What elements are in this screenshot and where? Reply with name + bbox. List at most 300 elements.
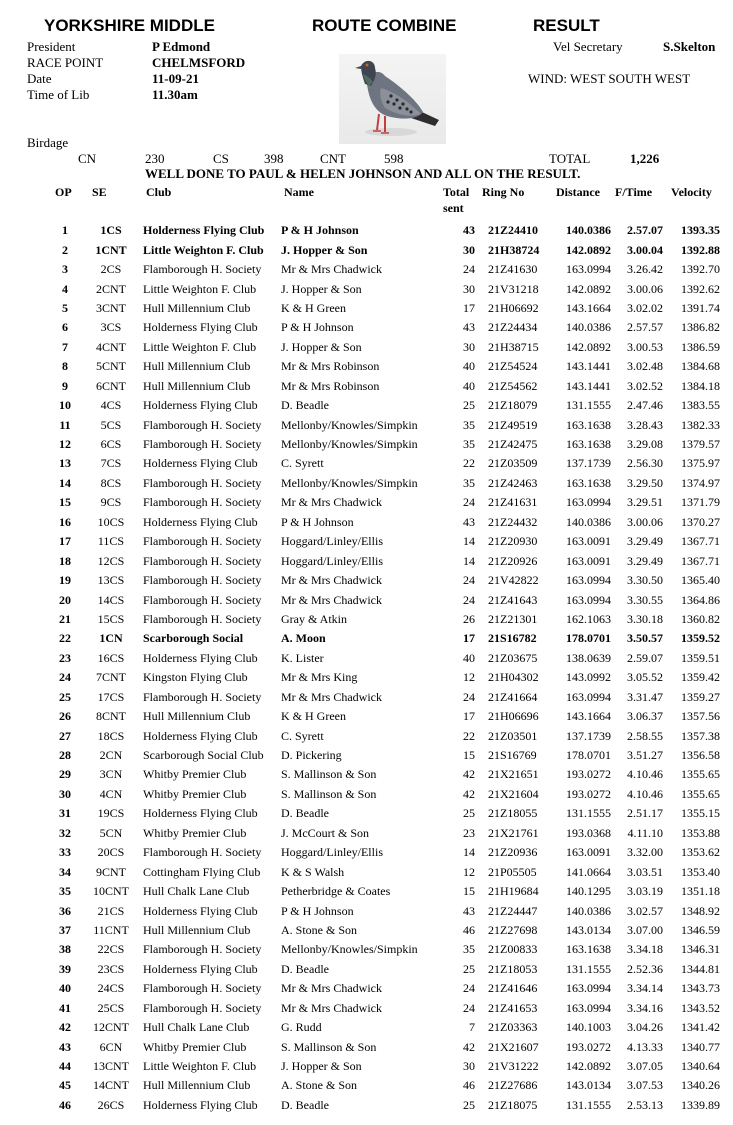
- flying-time-cell: 2.56.30: [627, 456, 663, 471]
- position-cell: 11: [59, 417, 71, 432]
- position-cell: 4: [62, 281, 68, 296]
- distance-cell: 137.1739: [566, 728, 611, 743]
- club-cell: Hull Millennium Club: [143, 359, 251, 374]
- position-cell: 10: [59, 398, 71, 413]
- member-name-cell: A. Stone & Son: [281, 1078, 358, 1093]
- row-margin: [720, 1037, 733, 1056]
- distance-cell: 163.1638: [566, 417, 611, 432]
- velocity-cell: 1359.27: [681, 689, 720, 704]
- ring-number-cell: 21Z18053: [488, 961, 538, 976]
- flying-time-cell: 3.06.37: [627, 709, 663, 724]
- total-sent-cell: 30: [463, 339, 475, 354]
- lib-label: Time of Lib: [27, 87, 90, 102]
- flying-time-cell: 3.00.06: [627, 281, 663, 296]
- result-row: [0, 940, 733, 959]
- total-sent-cell: 17: [463, 300, 475, 315]
- flying-time-cell: 3.29.08: [627, 437, 663, 452]
- section-position-cell: 11CS: [97, 534, 125, 549]
- column-header-distance: Distance: [556, 185, 600, 199]
- member-name-cell: J. Hopper & Son: [281, 339, 362, 354]
- row-margin: [720, 940, 733, 959]
- velocity-cell: 1392.88: [681, 242, 720, 257]
- velocity-cell: 1346.59: [681, 922, 720, 937]
- member-name-cell: D. Beadle: [281, 806, 329, 821]
- flying-time-cell: 2.52.36: [627, 961, 663, 976]
- position-cell: 39: [59, 961, 71, 976]
- row-margin: [0, 260, 48, 279]
- position-cell: 16: [59, 514, 71, 529]
- flying-time-cell: 3.30.55: [627, 592, 663, 607]
- ring-number-cell: 21Z24434: [488, 320, 538, 335]
- section-position-cell: 22CS: [97, 942, 125, 957]
- flying-time-cell: 3.00.53: [627, 339, 663, 354]
- ring-number-cell: 21H38724: [488, 242, 540, 257]
- distance-cell: 163.0091: [566, 534, 611, 549]
- row-margin: [0, 1076, 48, 1095]
- birdage-cn-label: CN: [78, 151, 97, 166]
- total-sent-cell: 24: [463, 573, 475, 588]
- flying-time-cell: 3.31.47: [627, 689, 663, 704]
- member-name-cell: D. Beadle: [281, 1097, 329, 1112]
- velocity-cell: 1355.65: [681, 786, 720, 801]
- distance-cell: 131.1555: [566, 398, 611, 413]
- member-name-cell: S. Mallinson & Son: [281, 767, 377, 782]
- total-sent-cell: 12: [463, 670, 475, 685]
- row-margin: [720, 318, 733, 337]
- club-cell: Little Weighton F. Club: [143, 242, 264, 257]
- total-sent-cell: 26: [463, 611, 475, 626]
- velocity-cell: 1384.18: [681, 378, 720, 393]
- member-name-cell: J. Hopper & Son: [281, 281, 362, 296]
- row-margin: [0, 493, 48, 512]
- member-name-cell: Mr & Mrs King: [281, 670, 358, 685]
- velocity-cell: 1359.51: [681, 650, 720, 665]
- section-position-cell: 1CNT: [95, 242, 127, 257]
- ring-number-cell: 21P05505: [488, 864, 537, 879]
- row-margin: [0, 221, 48, 240]
- total-sent-cell: 35: [463, 437, 475, 452]
- result-row: [0, 396, 733, 415]
- birdage-total-label: TOTAL: [549, 151, 591, 166]
- ring-number-cell: 21Z41653: [488, 1000, 538, 1015]
- row-margin: [0, 474, 48, 493]
- club-cell: Cottingham Flying Club: [143, 864, 261, 879]
- row-margin: [720, 454, 733, 473]
- velocity-cell: 1359.42: [681, 670, 720, 685]
- row-margin: [0, 707, 48, 726]
- total-sent-cell: 15: [463, 884, 475, 899]
- result-row: [0, 804, 733, 823]
- velocity-cell: 1340.77: [681, 1039, 720, 1054]
- row-margin: [720, 551, 733, 570]
- section-position-cell: 20CS: [97, 845, 125, 860]
- column-header-name: Name: [284, 185, 314, 199]
- position-cell: 30: [59, 786, 71, 801]
- header-title-left: YORKSHIRE MIDDLE: [44, 16, 215, 35]
- birdage-cs-value: 398: [264, 151, 284, 166]
- distance-cell: 138.0639: [566, 650, 611, 665]
- result-row: [0, 435, 733, 454]
- position-cell: 28: [59, 748, 71, 763]
- row-margin: [0, 649, 48, 668]
- flying-time-cell: 3.03.19: [627, 884, 663, 899]
- total-sent-cell: 30: [463, 242, 475, 257]
- result-row: [0, 1076, 733, 1095]
- club-cell: Flamborough H. Society: [143, 1000, 262, 1015]
- distance-cell: 178.0701: [566, 748, 611, 763]
- row-margin: [720, 804, 733, 823]
- distance-cell: 140.1003: [566, 1020, 611, 1035]
- total-sent-cell: 40: [463, 359, 475, 374]
- flying-time-cell: 3.34.16: [627, 1000, 663, 1015]
- velocity-cell: 1340.64: [681, 1059, 720, 1074]
- total-sent-cell: 35: [463, 942, 475, 957]
- club-cell: Flamborough H. Society: [143, 262, 262, 277]
- row-margin: [0, 765, 48, 784]
- distance-cell: 193.0272: [566, 1039, 611, 1054]
- flying-time-cell: 4.13.33: [627, 1039, 663, 1054]
- distance-cell: 140.0386: [566, 903, 611, 918]
- member-name-cell: S. Mallinson & Son: [281, 786, 377, 801]
- ring-number-cell: 21X21651: [488, 767, 539, 782]
- member-name-cell: Mr & Mrs Chadwick: [281, 495, 382, 510]
- row-margin: [720, 649, 733, 668]
- total-sent-cell: 7: [469, 1020, 475, 1035]
- result-row: [0, 1018, 733, 1037]
- section-position-cell: 3CN: [99, 767, 123, 782]
- velocity-cell: 1367.71: [681, 534, 720, 549]
- ring-number-cell: 21V42822: [488, 573, 539, 588]
- result-row: [0, 999, 733, 1018]
- ring-number-cell: 21Z27686: [488, 1078, 538, 1093]
- ring-number-cell: 21S16782: [488, 631, 537, 646]
- row-margin: [720, 765, 733, 784]
- result-row: [0, 415, 733, 434]
- club-cell: Scarborough Social: [143, 631, 244, 646]
- flying-time-cell: 4.11.10: [627, 825, 663, 840]
- position-cell: 8: [62, 359, 68, 374]
- club-cell: Flamborough H. Society: [143, 534, 262, 549]
- flying-time-cell: 3.50.57: [627, 631, 663, 646]
- distance-cell: 143.1664: [566, 709, 611, 724]
- row-margin: [720, 1096, 733, 1115]
- section-position-cell: 23CS: [97, 961, 125, 976]
- wind-info: WIND: WEST SOUTH WEST: [528, 71, 691, 86]
- velocity-cell: 1382.33: [681, 417, 720, 432]
- ring-number-cell: 21Z41630: [488, 262, 538, 277]
- distance-cell: 140.0386: [566, 320, 611, 335]
- position-cell: 43: [59, 1039, 71, 1054]
- section-position-cell: 5CS: [100, 417, 122, 432]
- distance-cell: 143.1441: [566, 359, 611, 374]
- flying-time-cell: 3.32.00: [627, 845, 663, 860]
- member-name-cell: Mr & Mrs Robinson: [281, 378, 380, 393]
- position-cell: 25: [59, 689, 71, 704]
- velocity-cell: 1344.81: [681, 961, 720, 976]
- member-name-cell: S. Mallinson & Son: [281, 1039, 377, 1054]
- club-cell: Hull Millennium Club: [143, 709, 251, 724]
- distance-cell: 163.0994: [566, 592, 611, 607]
- distance-cell: 143.1441: [566, 378, 611, 393]
- row-margin: [0, 1018, 48, 1037]
- velocity-cell: 1392.70: [681, 262, 720, 277]
- club-cell: Holderness Flying Club: [143, 1097, 258, 1112]
- section-position-cell: 9CNT: [96, 864, 126, 879]
- result-row: [0, 551, 733, 570]
- member-name-cell: Mellonby/Knowles/Simpkin: [281, 475, 418, 490]
- velocity-cell: 1341.42: [681, 1020, 720, 1035]
- row-margin: [720, 493, 733, 512]
- row-margin: [720, 279, 733, 298]
- member-name-cell: K & H Green: [281, 709, 346, 724]
- distance-cell: 163.0994: [566, 573, 611, 588]
- column-header-club: Club: [146, 185, 172, 199]
- distance-cell: 163.0994: [566, 262, 611, 277]
- flying-time-cell: 3.03.51: [627, 864, 663, 879]
- ring-number-cell: 21Z18055: [488, 806, 538, 821]
- velocity-cell: 1391.74: [681, 300, 720, 315]
- row-margin: [0, 1096, 48, 1115]
- section-position-cell: 14CS: [97, 592, 125, 607]
- club-cell: Flamborough H. Society: [143, 495, 262, 510]
- ring-number-cell: 21Z03363: [488, 1020, 538, 1035]
- total-sent-cell: 24: [463, 495, 475, 510]
- velocity-cell: 1355.65: [681, 767, 720, 782]
- position-cell: 45: [59, 1078, 71, 1093]
- club-cell: Hull Millennium Club: [143, 1078, 251, 1093]
- row-margin: [0, 240, 48, 259]
- position-cell: 1: [62, 223, 68, 238]
- column-header-sent: sent: [443, 201, 464, 215]
- row-margin: [720, 299, 733, 318]
- result-row: [0, 474, 733, 493]
- member-name-cell: G. Rudd: [281, 1020, 322, 1035]
- member-name-cell: D. Beadle: [281, 398, 329, 413]
- club-cell: Flamborough H. Society: [143, 611, 262, 626]
- club-cell: Hull Millennium Club: [143, 922, 251, 937]
- velocity-cell: 1359.52: [681, 631, 720, 646]
- row-margin: [720, 746, 733, 765]
- ring-number-cell: 21S16769: [488, 748, 537, 763]
- section-position-cell: 2CN: [99, 748, 123, 763]
- row-margin: [720, 435, 733, 454]
- section-position-cell: 6CNT: [96, 378, 126, 393]
- position-cell: 23: [59, 650, 71, 665]
- club-cell: Flamborough H. Society: [143, 437, 262, 452]
- section-position-cell: 17CS: [97, 689, 125, 704]
- row-margin: [720, 1076, 733, 1095]
- race-point-label: RACE POINT: [27, 55, 104, 70]
- section-position-cell: 15CS: [97, 611, 125, 626]
- club-cell: Holderness Flying Club: [143, 456, 258, 471]
- distance-cell: 131.1555: [566, 806, 611, 821]
- total-sent-cell: 14: [463, 553, 475, 568]
- member-name-cell: Mellonby/Knowles/Simpkin: [281, 942, 418, 957]
- flying-time-cell: 3.02.02: [627, 300, 663, 315]
- position-cell: 38: [59, 942, 71, 957]
- flying-time-cell: 3.00.06: [627, 514, 663, 529]
- position-cell: 3: [62, 262, 68, 277]
- club-cell: Whitby Premier Club: [143, 1039, 247, 1054]
- distance-cell: 141.0664: [566, 864, 611, 879]
- position-cell: 33: [59, 845, 71, 860]
- flying-time-cell: 3.07.05: [627, 1059, 663, 1074]
- birdage-cs-label: CS: [213, 151, 229, 166]
- result-row: [0, 746, 733, 765]
- flying-time-cell: 4.10.46: [627, 786, 663, 801]
- distance-cell: 163.0091: [566, 553, 611, 568]
- member-name-cell: Mr & Mrs Robinson: [281, 359, 380, 374]
- date-value: 11-09-21: [152, 71, 199, 86]
- row-margin: [720, 921, 733, 940]
- result-row: [0, 299, 733, 318]
- row-margin: [0, 279, 48, 298]
- velocity-cell: 1379.57: [681, 437, 720, 452]
- section-position-cell: 8CNT: [96, 709, 126, 724]
- row-margin: [0, 454, 48, 473]
- row-margin: [0, 415, 48, 434]
- row-margin: [720, 882, 733, 901]
- header-title-right: RESULT: [533, 16, 600, 35]
- distance-cell: 142.0892: [566, 242, 611, 257]
- result-row: [0, 765, 733, 784]
- ring-number-cell: 21Z49519: [488, 417, 538, 432]
- velocity-cell: 1356.58: [681, 748, 720, 763]
- ring-number-cell: 21Z42475: [488, 437, 538, 452]
- velocity-cell: 1357.56: [681, 709, 720, 724]
- club-cell: Flamborough H. Society: [143, 981, 262, 996]
- row-margin: [720, 862, 733, 881]
- club-cell: Flamborough H. Society: [143, 553, 262, 568]
- member-name-cell: Mr & Mrs Chadwick: [281, 981, 382, 996]
- club-cell: Holderness Flying Club: [143, 398, 258, 413]
- vel-secretary-label: Vel Secretary: [553, 39, 623, 54]
- total-sent-cell: 14: [463, 845, 475, 860]
- total-sent-cell: 46: [463, 922, 475, 937]
- ring-number-cell: 21Z03501: [488, 728, 538, 743]
- member-name-cell: K & S Walsh: [281, 864, 345, 879]
- row-margin: [720, 726, 733, 745]
- velocity-cell: 1360.82: [681, 611, 720, 626]
- row-margin: [720, 474, 733, 493]
- position-cell: 14: [59, 475, 71, 490]
- velocity-cell: 1393.35: [681, 223, 720, 238]
- section-position-cell: 5CN: [99, 825, 123, 840]
- position-cell: 18: [59, 553, 71, 568]
- distance-cell: 163.0994: [566, 689, 611, 704]
- flying-time-cell: 3.02.48: [627, 359, 663, 374]
- row-margin: [720, 532, 733, 551]
- section-position-cell: 19CS: [97, 806, 125, 821]
- row-margin: [0, 299, 48, 318]
- velocity-cell: 1353.88: [681, 825, 720, 840]
- total-sent-cell: 30: [463, 281, 475, 296]
- position-cell: 12: [59, 437, 71, 452]
- velocity-cell: 1348.92: [681, 903, 720, 918]
- member-name-cell: K & H Green: [281, 300, 346, 315]
- total-sent-cell: 42: [463, 767, 475, 782]
- result-row: [0, 785, 733, 804]
- row-margin: [0, 862, 48, 881]
- section-position-cell: 2CS: [100, 262, 122, 277]
- distance-cell: 193.0272: [566, 767, 611, 782]
- section-position-cell: 12CNT: [93, 1020, 129, 1035]
- ring-number-cell: 21Z27698: [488, 922, 538, 937]
- flying-time-cell: 2.53.13: [627, 1097, 663, 1112]
- row-margin: [720, 221, 733, 240]
- velocity-cell: 1386.82: [681, 320, 720, 335]
- velocity-cell: 1384.68: [681, 359, 720, 374]
- row-margin: [720, 688, 733, 707]
- row-margin: [0, 785, 48, 804]
- club-cell: Little Weighton F. Club: [143, 339, 257, 354]
- total-sent-cell: 30: [463, 1059, 475, 1074]
- distance-cell: 193.0368: [566, 825, 611, 840]
- member-name-cell: P & H Johnson: [281, 320, 354, 335]
- flying-time-cell: 2.51.17: [627, 806, 663, 821]
- row-margin: [0, 629, 48, 648]
- flying-time-cell: 3.29.50: [627, 475, 663, 490]
- total-sent-cell: 22: [463, 728, 475, 743]
- ring-number-cell: 21Z20936: [488, 845, 538, 860]
- total-sent-cell: 43: [463, 514, 475, 529]
- row-margin: [0, 999, 48, 1018]
- result-row: [0, 901, 733, 920]
- pigeon-photo: [339, 54, 446, 144]
- position-cell: 26: [59, 709, 71, 724]
- row-margin: [0, 318, 48, 337]
- result-row: [0, 960, 733, 979]
- total-sent-cell: 35: [463, 417, 475, 432]
- section-position-cell: 4CN: [99, 786, 123, 801]
- member-name-cell: P & H Johnson: [281, 223, 359, 238]
- total-sent-cell: 17: [463, 631, 475, 646]
- row-margin: [0, 377, 48, 396]
- result-row: [0, 882, 733, 901]
- total-sent-cell: 42: [463, 1039, 475, 1054]
- ring-number-cell: 21Z21301: [488, 611, 538, 626]
- member-name-cell: Mr & Mrs Chadwick: [281, 262, 382, 277]
- distance-cell: 162.1063: [566, 611, 611, 626]
- club-cell: Holderness Flying Club: [143, 223, 265, 238]
- total-sent-cell: 17: [463, 709, 475, 724]
- club-cell: Holderness Flying Club: [143, 961, 258, 976]
- result-row: [0, 1037, 733, 1056]
- flying-time-cell: 3.34.18: [627, 942, 663, 957]
- ring-number-cell: 21X21761: [488, 825, 539, 840]
- row-margin: [0, 435, 48, 454]
- member-name-cell: J. Hopper & Son: [281, 1059, 362, 1074]
- club-cell: Scarborough Social Club: [143, 748, 264, 763]
- club-cell: Flamborough H. Society: [143, 689, 262, 704]
- distance-cell: 137.1739: [566, 456, 611, 471]
- ring-number-cell: 21V31218: [488, 281, 539, 296]
- flying-time-cell: 3.07.00: [627, 922, 663, 937]
- member-name-cell: A. Stone & Son: [281, 922, 358, 937]
- row-margin: [720, 901, 733, 920]
- club-cell: Holderness Flying Club: [143, 728, 258, 743]
- row-margin: [0, 571, 48, 590]
- club-cell: Flamborough H. Society: [143, 942, 262, 957]
- position-cell: 27: [59, 728, 71, 743]
- club-cell: Little Weighton F. Club: [143, 1059, 257, 1074]
- velocity-cell: 1343.52: [681, 1000, 720, 1015]
- result-row: [0, 454, 733, 473]
- total-sent-cell: 40: [463, 378, 475, 393]
- velocity-cell: 1386.59: [681, 339, 720, 354]
- member-name-cell: Mellonby/Knowles/Simpkin: [281, 437, 418, 452]
- distance-cell: 143.0134: [566, 1078, 611, 1093]
